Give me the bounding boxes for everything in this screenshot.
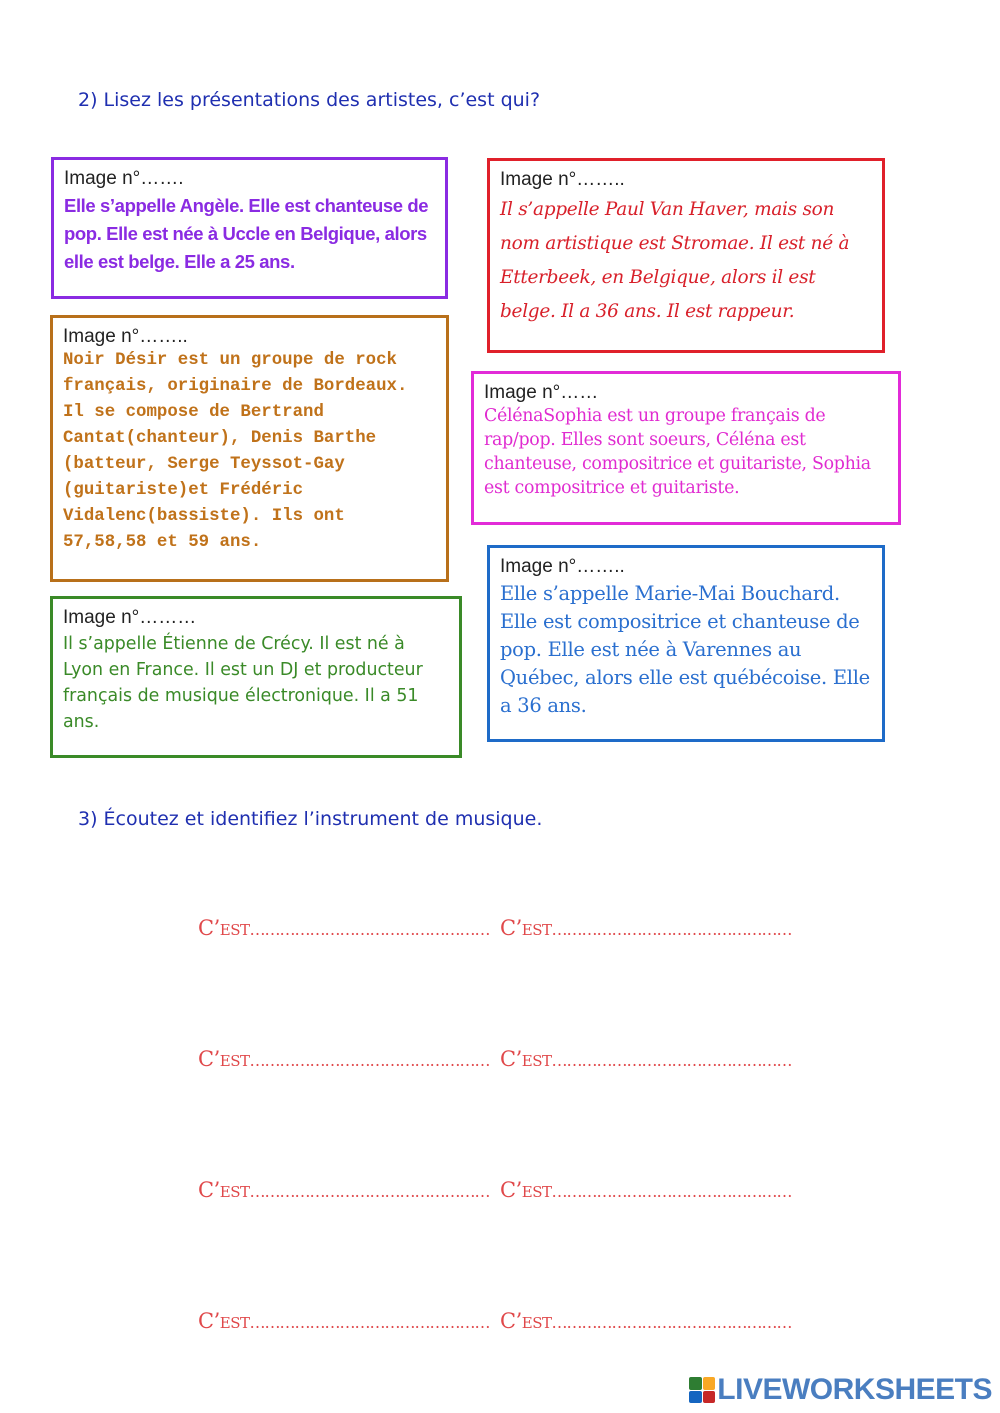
instrument-answer-field[interactable]	[198, 1309, 489, 1333]
answer-prefix: C’est	[198, 1309, 250, 1333]
answer-dots: …………………………………………	[249, 1313, 490, 1332]
instrument-answer-field[interactable]	[500, 1309, 791, 1333]
answer-prefix: C’est	[500, 916, 552, 940]
answer-prefix: C’est	[198, 1178, 250, 1202]
answer-dots: …………………………………………	[551, 1182, 792, 1201]
answer-prefix: C’est	[198, 916, 250, 940]
instrument-answer-field[interactable]	[198, 1047, 489, 1071]
image-number-field[interactable]: Image n°…….	[64, 168, 184, 189]
answer-prefix: C’est	[500, 1178, 552, 1202]
image-number-field[interactable]: Image n°……	[484, 382, 599, 403]
answer-dots: …………………………………………	[551, 1313, 792, 1332]
instrument-answer-field[interactable]	[500, 1047, 791, 1071]
artist-description: Il s’appelle Paul Van Haver, mais son nom artistique est Stromae. Il est né à Etterbeek, en Belgique, alors il est belge. Il a 36 ans. Il est rappeur.	[500, 199, 850, 322]
artist-card-marie-mai	[487, 545, 885, 742]
artist-description: CélénaSophia est un groupe français de rap/pop. Elles sont soeurs, Céléna est chanteuse, compositrice et guitariste, Sophia est compositrice et guitariste.	[484, 406, 871, 498]
answer-dots: …………………………………………	[249, 920, 490, 939]
liveworksheets-wordmark: LIVEWORKSHEETS	[717, 1373, 992, 1406]
answer-dots: …………………………………………	[551, 1051, 792, 1070]
answer-prefix: C’est	[500, 1309, 552, 1333]
image-number-field[interactable]: Image n°……..	[63, 326, 188, 347]
instrument-answer-field[interactable]	[198, 1178, 489, 1202]
artist-description: Il s’appelle Étienne de Crécy. Il est né à Lyon en France. Il est un DJ et producteur français de musique électronique. Il a 51 ans.	[63, 634, 423, 732]
answer-prefix: C’est	[500, 1047, 552, 1071]
image-number-field[interactable]: Image n°………	[63, 607, 197, 628]
answer-prefix: C’est	[198, 1047, 250, 1071]
instrument-answer-field[interactable]	[198, 916, 489, 940]
artist-card-etienne-de-crecy	[50, 596, 462, 758]
artist-card-angele	[51, 157, 448, 299]
instrument-answer-field[interactable]	[500, 1178, 791, 1202]
section-3-title: 3) Écoutez et identifiez l’instrument de musique.	[78, 808, 543, 830]
answer-dots: …………………………………………	[249, 1182, 490, 1201]
image-number-field[interactable]: Image n°……..	[500, 169, 625, 190]
section-2-title: 2) Lisez les présentations des artistes, c’est qui?	[78, 89, 541, 111]
artist-description: Elle s’appelle Marie-Mai Bouchard. Elle est compositrice et chanteuse de pop. Elle est née à Varennes au Québec, alors elle est québécoise. Elle a 36 ans.	[500, 582, 870, 717]
answer-dots: …………………………………………	[249, 1051, 490, 1070]
artist-card-noir-desir	[50, 315, 449, 582]
artist-card-stromae	[487, 158, 885, 353]
answer-dots: …………………………………………	[551, 920, 792, 939]
artist-description: Noir Désir est un groupe de rock français, originaire de Bordeaux. Il se compose de Bertrand Cantat(chanteur), Denis Barthe (batteur, Serge Teyssot-Gay (guitariste)et Frédéric Vidalenc(bassiste). Ils ont 57,58,58 et 59 ans.	[63, 351, 408, 552]
image-number-field[interactable]: Image n°……..	[500, 556, 625, 577]
liveworksheets-branding	[689, 1373, 992, 1407]
artist-card-celenasophia	[471, 371, 901, 525]
artist-description: Elle s’appelle Angèle. Elle est chanteuse de pop. Elle est née à Uccle en Belgique, alors elle est belge. Elle a 25 ans.	[64, 195, 429, 272]
liveworksheets-logo-icon	[689, 1377, 715, 1403]
instrument-answer-field[interactable]	[500, 916, 791, 940]
